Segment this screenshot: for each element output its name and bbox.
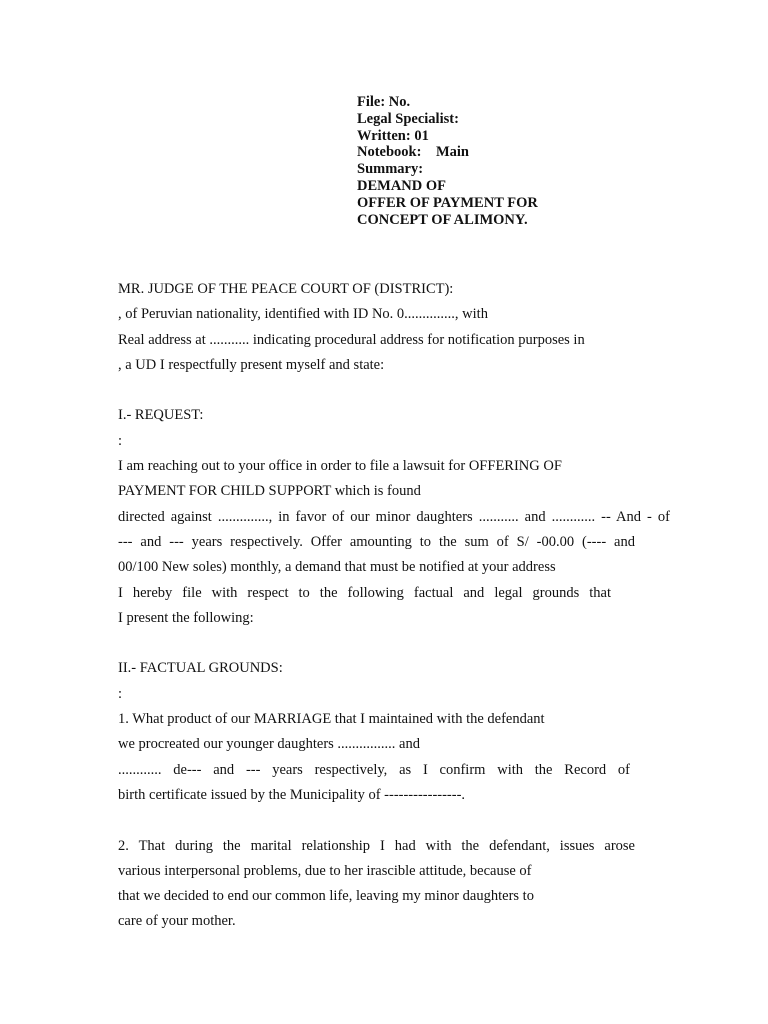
- spacer: [118, 808, 670, 833]
- request-line: --- and --- years respectively. Offer amounting to the sum of S/ -00.00 (---- and: [118, 533, 635, 550]
- section-heading-request: I.- REQUEST:: [118, 407, 204, 424]
- document-body: [118, 277, 670, 935]
- section-colon: :: [118, 432, 123, 449]
- intro-line-3: , a UD I respectfully present myself and state:: [118, 356, 385, 373]
- ground-1-line: ............ de--- and --- years respectively, as I confirm with the Record of: [118, 761, 630, 778]
- request-line: 00/100 New soles) monthly, a demand that must be notified at your address: [118, 559, 556, 576]
- ground-1-line: we procreated our younger daughters ................ and: [118, 736, 420, 753]
- spacer: [118, 631, 670, 656]
- request-line: directed against .............., in favor of our minor daughters ........... and ............ -- And - of: [118, 508, 670, 525]
- notebook-label: Notebook:: [357, 144, 422, 161]
- notebook-value: Main: [435, 144, 469, 161]
- summary-line-2: OFFER OF PAYMENT FOR: [357, 194, 538, 211]
- ground-2-line: care of your mother.: [118, 913, 236, 930]
- summary-line-1: DEMAND OF: [357, 177, 447, 194]
- intro-line-1: , of Peruvian nationality, identified with ID No. 0.............., with: [118, 306, 488, 323]
- case-header: [357, 94, 687, 228]
- section-heading-factual-grounds: II.- FACTUAL GROUNDS:: [118, 660, 283, 677]
- summary-line-3: CONCEPT OF ALIMONY.: [357, 211, 528, 228]
- ground-1-line: birth certificate issued by the Municipality of ----------------.: [118, 786, 466, 803]
- notebook-line: [357, 144, 687, 161]
- ground-2-line: 2. That during the marital relationship I had with the defendant, issues arose: [118, 837, 635, 854]
- addressee: MR. JUDGE OF THE PEACE COURT OF (DISTRICT):: [118, 281, 454, 297]
- legal-specialist: Legal Specialist:: [357, 110, 459, 127]
- ground-1-line: 1. What product of our MARRIAGE that I maintained with the defendant: [118, 711, 545, 728]
- written-number: Written: 01: [357, 127, 429, 144]
- request-line: I am reaching out to your office in order to file a lawsuit for OFFERING OF: [118, 458, 562, 475]
- summary-label: Summary:: [357, 161, 424, 178]
- file-number: File: No.: [357, 94, 411, 110]
- intro-line-2: Real address at ........... indicating procedural address for notification purposes in: [118, 331, 585, 348]
- notebook-spacer: [421, 144, 436, 160]
- request-line: PAYMENT FOR CHILD SUPPORT which is found: [118, 483, 421, 500]
- ground-2-line: that we decided to end our common life, leaving my minor daughters to: [118, 888, 534, 905]
- request-line: I present the following:: [118, 609, 254, 626]
- section-colon: :: [118, 685, 123, 702]
- spacer: [118, 378, 670, 403]
- ground-2-line: various interpersonal problems, due to her irascible attitude, because of: [118, 862, 532, 879]
- request-line: I hereby file with respect to the following factual and legal grounds that: [118, 584, 611, 601]
